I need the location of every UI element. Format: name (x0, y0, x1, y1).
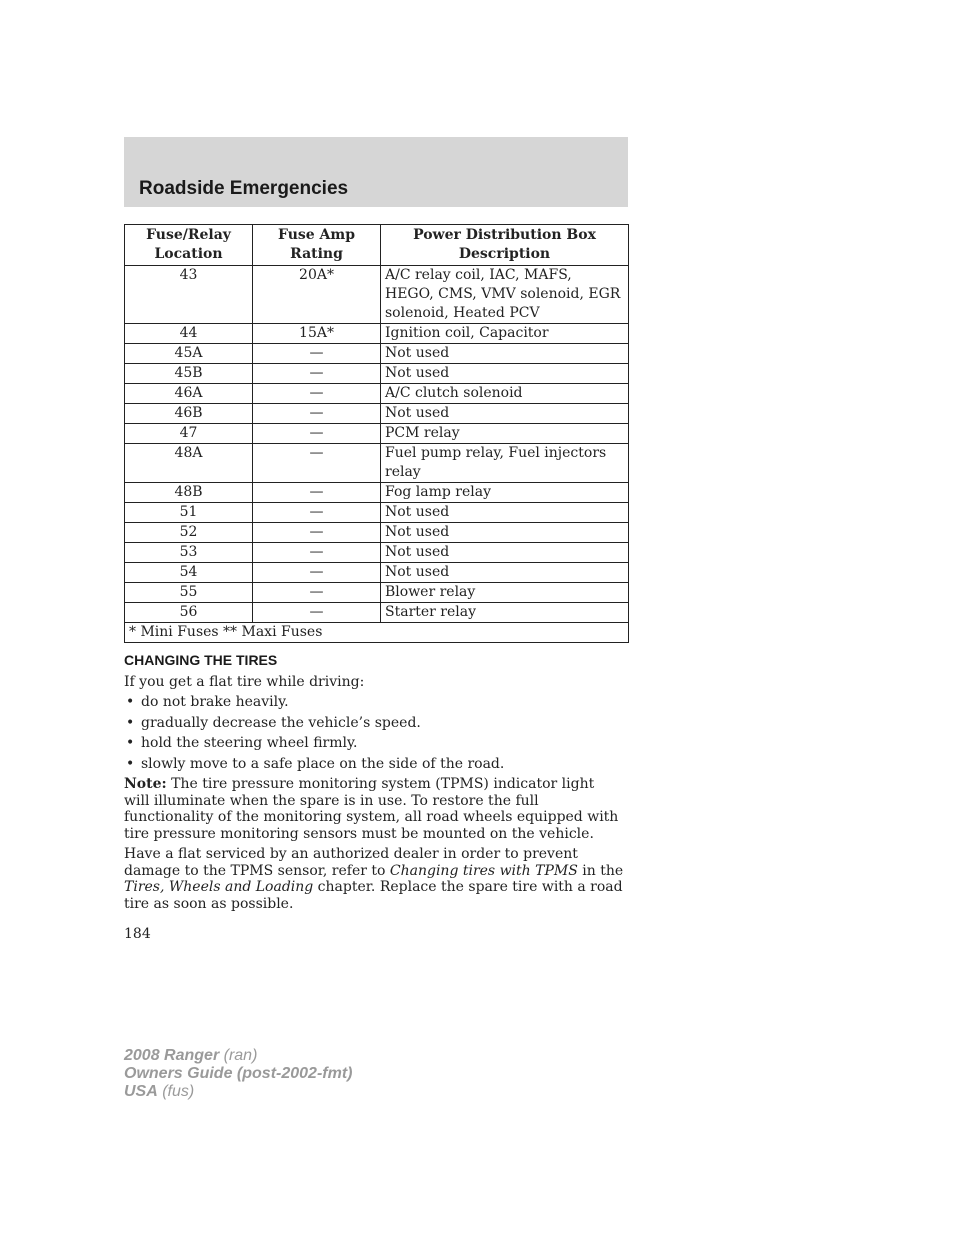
cell-location: 54 (125, 563, 253, 583)
page-number: 184 (124, 926, 151, 942)
cell-description: Not used (381, 523, 629, 543)
cell-description: PCM relay (381, 424, 629, 444)
section-header-band (124, 137, 628, 207)
table-row (125, 384, 629, 404)
tpms-note (124, 776, 624, 842)
cell-rating: 15A* (253, 324, 381, 344)
note-text: The tire pressure monitoring system (TPMS) indicator light will illuminate when the spare is in use. To restore the full functionality of the monitoring system, all road wheels equipped with tire pressure monitoring sensors must be mounted on the vehicle. (124, 776, 619, 842)
table-row (125, 583, 629, 603)
cell-description: Fog lamp relay (381, 483, 629, 503)
table-footnote: * Mini Fuses ** Maxi Fuses (125, 623, 629, 643)
tires-section (124, 652, 624, 916)
tires-intro: If you get a flat tire while driving: (124, 673, 365, 690)
note-label: Note: (124, 776, 167, 792)
table-row (125, 503, 629, 523)
document-footer (124, 1047, 352, 1101)
cell-rating: — (253, 563, 381, 583)
cell-rating: — (253, 444, 381, 483)
cell-description: Ignition coil, Capacitor (381, 324, 629, 344)
cell-location: 43 (125, 266, 253, 324)
bullet-icon: • (126, 755, 135, 772)
cell-location: 56 (125, 603, 253, 623)
footer-line-guide: Owners Guide (post-2002-fmt) (124, 1065, 353, 1082)
cell-location: 46B (125, 404, 253, 424)
cell-description: Fuel pump relay, Fuel injectors relay (381, 444, 629, 483)
cell-rating: — (253, 424, 381, 444)
cell-rating: — (253, 404, 381, 424)
cell-rating: — (253, 583, 381, 603)
bullet-icon: • (126, 735, 135, 751)
cell-location: 51 (125, 503, 253, 523)
column-header-location: Fuse/Relay Location (125, 225, 253, 266)
tires-heading: CHANGING THE TIRES (124, 652, 278, 668)
table-row (125, 424, 629, 444)
cell-rating: — (253, 523, 381, 543)
cell-rating: — (253, 543, 381, 563)
table-row (125, 543, 629, 563)
table-row (125, 563, 629, 583)
column-header-description: Power Distribution Box Description (381, 225, 629, 266)
cell-description: Not used (381, 563, 629, 583)
cell-rating: 20A* (253, 266, 381, 324)
cell-description: Not used (381, 404, 629, 424)
cell-description: A/C clutch solenoid (381, 384, 629, 404)
tires-bullet-list (124, 694, 624, 772)
cell-description: Not used (381, 543, 629, 563)
cell-location: 52 (125, 523, 253, 543)
cell-description: A/C relay coil, IAC, MAFS, HEGO, CMS, VMV solenoid, EGR solenoid, Heated PCV (381, 266, 629, 324)
table-row (125, 364, 629, 384)
cell-location: 53 (125, 543, 253, 563)
table-row (125, 483, 629, 503)
section-title: Roadside Emergencies (139, 178, 349, 199)
cell-description: Not used (381, 364, 629, 384)
cell-rating: — (253, 483, 381, 503)
cell-location: 45A (125, 344, 253, 364)
list-item: • gradually decrease the vehicle’s speed. (126, 714, 421, 731)
list-item: • do not brake heavily. (126, 694, 289, 710)
cell-location: 47 (125, 424, 253, 444)
table-row (125, 523, 629, 543)
fuse-table (124, 224, 629, 643)
cell-location: 45B (125, 364, 253, 384)
cross-reference-chapter: Tires, Wheels and Loading (124, 879, 314, 895)
cross-reference-tpms: Changing tires with TPMS (389, 862, 578, 879)
cell-rating: — (253, 384, 381, 404)
cell-rating: — (253, 364, 381, 384)
table-row (125, 324, 629, 344)
cell-location: 46A (125, 384, 253, 404)
table-row (125, 603, 629, 623)
table-row (125, 344, 629, 364)
cell-location: 55 (125, 583, 253, 603)
list-item: • slowly move to a safe place on the side of the road. (126, 755, 505, 772)
cell-rating: — (253, 344, 381, 364)
cell-location: 44 (125, 324, 253, 344)
table-row (125, 404, 629, 424)
cell-description: Not used (381, 503, 629, 523)
table-row (125, 266, 629, 324)
service-paragraph: Have a flat serviced by an authorized dealer in order to prevent damage to the TPMS sensor, refer to Changing tires with TPMS in the Tires, Wheels and Loading chapter. Replace the spare tire with a road tire as soon as possible. (124, 846, 624, 912)
bullet-icon: • (126, 714, 135, 731)
table-header-row (125, 225, 629, 266)
cell-rating: — (253, 603, 381, 623)
table-row (125, 444, 629, 483)
cell-description: Starter relay (381, 603, 629, 623)
table-footnote-row (125, 623, 629, 643)
list-item: • hold the steering wheel firmly. (126, 735, 358, 751)
footer-line-market: USA (fus) (124, 1083, 195, 1100)
column-header-rating: Fuse Amp Rating (253, 225, 381, 266)
footer-line-model: 2008 Ranger (ran) (124, 1047, 258, 1064)
cell-rating: — (253, 503, 381, 523)
cell-description: Blower relay (381, 583, 629, 603)
bullet-icon: • (126, 694, 135, 710)
cell-location: 48B (125, 483, 253, 503)
cell-description: Not used (381, 344, 629, 364)
cell-location: 48A (125, 444, 253, 483)
